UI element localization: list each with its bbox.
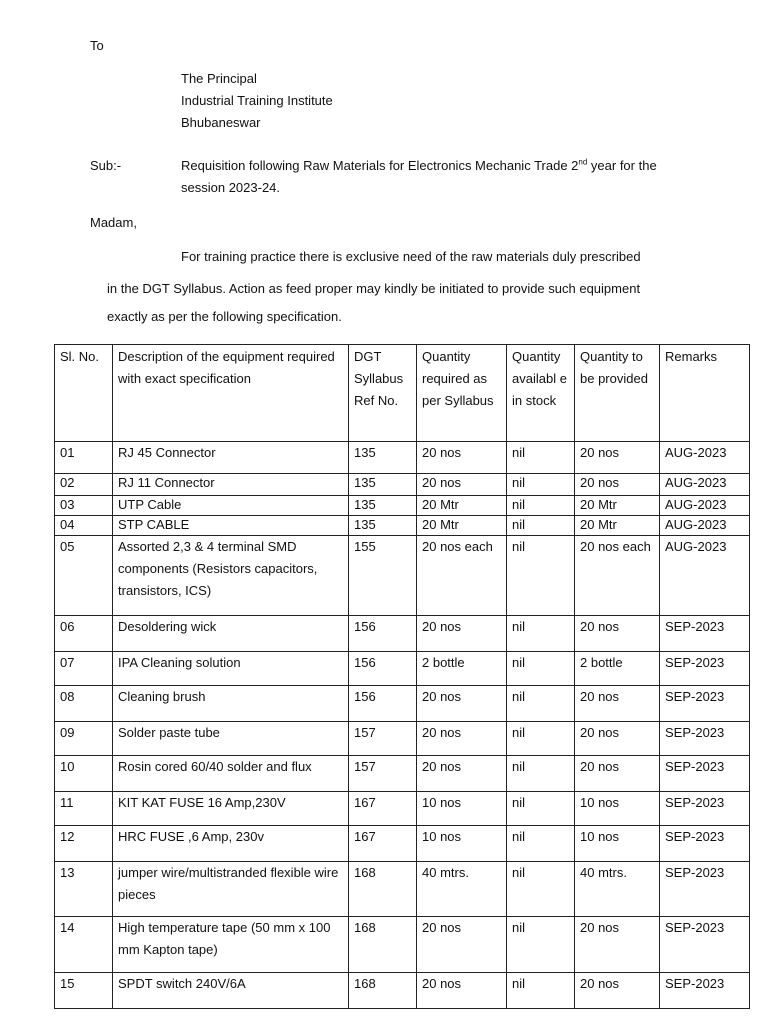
table-row bbox=[55, 756, 750, 792]
cell-qty-provided: 20 nos bbox=[575, 616, 660, 652]
table-row bbox=[55, 652, 750, 686]
cell-qty-required: 2 bottle bbox=[417, 652, 507, 686]
cell-qty-required: 20 nos bbox=[417, 756, 507, 792]
requisition-table bbox=[54, 344, 750, 1009]
body-paragraph-first-line: For training practice there is exclusive need of the raw materials duly prescribed bbox=[181, 249, 641, 264]
body-paragraph bbox=[107, 275, 687, 331]
table-row bbox=[55, 496, 750, 516]
cell-sl-no: 13 bbox=[55, 862, 113, 917]
cell-description: UTP Cable bbox=[113, 496, 349, 516]
cell-remarks: SEP-2023 bbox=[660, 862, 750, 917]
cell-qty-available: nil bbox=[507, 973, 575, 1009]
cell-qty-provided: 10 nos bbox=[575, 826, 660, 862]
cell-qty-available: nil bbox=[507, 686, 575, 722]
cell-description: Assorted 2,3 & 4 terminal SMD components (Resistors capacitors, transistors, ICS) bbox=[113, 536, 349, 616]
cell-description: Cleaning brush bbox=[113, 686, 349, 722]
cell-qty-required: 10 nos bbox=[417, 826, 507, 862]
table-row bbox=[55, 862, 750, 917]
cell-qty-available: nil bbox=[507, 474, 575, 496]
cell-qty-available: nil bbox=[507, 722, 575, 756]
recipient-to: To bbox=[90, 38, 104, 53]
cell-qty-available: nil bbox=[507, 516, 575, 536]
cell-dgt-ref: 135 bbox=[349, 442, 417, 474]
address-line: The Principal bbox=[181, 71, 257, 86]
table-row bbox=[55, 917, 750, 973]
header-description: Description of the equipment required with exact specification bbox=[113, 345, 349, 442]
body-line: exactly as per the following specification. bbox=[107, 309, 342, 324]
table-row bbox=[55, 722, 750, 756]
cell-description: RJ 45 Connector bbox=[113, 442, 349, 474]
cell-dgt-ref: 157 bbox=[349, 722, 417, 756]
cell-remarks: SEP-2023 bbox=[660, 792, 750, 826]
cell-dgt-ref: 156 bbox=[349, 686, 417, 722]
cell-dgt-ref: 155 bbox=[349, 536, 417, 616]
cell-remarks: AUG-2023 bbox=[660, 474, 750, 496]
subject-part: year for the session 2023-24. bbox=[181, 158, 657, 195]
cell-dgt-ref: 168 bbox=[349, 917, 417, 973]
cell-description: RJ 11 Connector bbox=[113, 474, 349, 496]
cell-qty-required: 20 nos bbox=[417, 917, 507, 973]
cell-sl-no: 14 bbox=[55, 917, 113, 973]
header-qty-required: Quantity required as per Syllabus bbox=[417, 345, 507, 442]
cell-description: KIT KAT FUSE 16 Amp,230V bbox=[113, 792, 349, 826]
cell-sl-no: 01 bbox=[55, 442, 113, 474]
header-sl-no: Sl. No. bbox=[55, 345, 113, 442]
cell-qty-required: 20 nos bbox=[417, 722, 507, 756]
cell-qty-provided: 20 Mtr bbox=[575, 496, 660, 516]
cell-qty-available: nil bbox=[507, 756, 575, 792]
table-row bbox=[55, 973, 750, 1009]
cell-description: Desoldering wick bbox=[113, 616, 349, 652]
subject-label: Sub:- bbox=[90, 158, 122, 173]
cell-sl-no: 15 bbox=[55, 973, 113, 1009]
cell-qty-available: nil bbox=[507, 652, 575, 686]
cell-dgt-ref: 156 bbox=[349, 616, 417, 652]
cell-sl-no: 10 bbox=[55, 756, 113, 792]
cell-qty-required: 20 nos bbox=[417, 686, 507, 722]
cell-qty-required: 20 nos bbox=[417, 474, 507, 496]
table-body bbox=[55, 442, 750, 1009]
cell-qty-available: nil bbox=[507, 917, 575, 973]
cell-qty-provided: 2 bottle bbox=[575, 652, 660, 686]
header-remarks: Remarks bbox=[660, 345, 750, 442]
cell-sl-no: 04 bbox=[55, 516, 113, 536]
cell-remarks: AUG-2023 bbox=[660, 496, 750, 516]
cell-sl-no: 02 bbox=[55, 474, 113, 496]
cell-remarks: SEP-2023 bbox=[660, 826, 750, 862]
cell-remarks: SEP-2023 bbox=[660, 616, 750, 652]
cell-dgt-ref: 135 bbox=[349, 516, 417, 536]
cell-qty-provided: 10 nos bbox=[575, 792, 660, 826]
cell-qty-required: 20 Mtr bbox=[417, 516, 507, 536]
subject-superscript: nd bbox=[578, 157, 588, 167]
header-qty-provided: Quantity to be provided bbox=[575, 345, 660, 442]
cell-qty-provided: 20 nos bbox=[575, 756, 660, 792]
subject-part: Requisition following Raw Materials for Electronics Mechanic Trade 2 bbox=[181, 158, 579, 173]
cell-dgt-ref: 135 bbox=[349, 474, 417, 496]
cell-sl-no: 05 bbox=[55, 536, 113, 616]
cell-description: IPA Cleaning solution bbox=[113, 652, 349, 686]
body-line: in the DGT Syllabus. Action as feed proper may kindly be initiated to provide such equipment bbox=[107, 281, 641, 296]
cell-remarks: SEP-2023 bbox=[660, 917, 750, 973]
cell-qty-available: nil bbox=[507, 616, 575, 652]
cell-dgt-ref: 135 bbox=[349, 496, 417, 516]
cell-description: STP CABLE bbox=[113, 516, 349, 536]
cell-description: Rosin cored 60/40 solder and flux bbox=[113, 756, 349, 792]
header-qty-available: Quantity availabl e in stock bbox=[507, 345, 575, 442]
cell-qty-provided: 20 nos bbox=[575, 973, 660, 1009]
table-row bbox=[55, 826, 750, 862]
cell-remarks: SEP-2023 bbox=[660, 722, 750, 756]
cell-qty-provided: 20 nos bbox=[575, 917, 660, 973]
cell-qty-required: 20 nos bbox=[417, 442, 507, 474]
cell-qty-available: nil bbox=[507, 792, 575, 826]
cell-qty-provided: 20 nos bbox=[575, 722, 660, 756]
cell-qty-required: 20 nos bbox=[417, 616, 507, 652]
recipient-address bbox=[181, 68, 333, 134]
cell-sl-no: 12 bbox=[55, 826, 113, 862]
cell-remarks: SEP-2023 bbox=[660, 686, 750, 722]
cell-description: SPDT switch 240V/6A bbox=[113, 973, 349, 1009]
cell-dgt-ref: 168 bbox=[349, 973, 417, 1009]
cell-dgt-ref: 167 bbox=[349, 826, 417, 862]
cell-qty-provided: 20 nos bbox=[575, 474, 660, 496]
cell-sl-no: 09 bbox=[55, 722, 113, 756]
address-line: Industrial Training Institute bbox=[181, 93, 333, 108]
table-row bbox=[55, 516, 750, 536]
address-line: Bhubaneswar bbox=[181, 115, 261, 130]
cell-description: Solder paste tube bbox=[113, 722, 349, 756]
cell-description: HRC FUSE ,6 Amp, 230v bbox=[113, 826, 349, 862]
cell-qty-required: 40 mtrs. bbox=[417, 862, 507, 917]
table-row bbox=[55, 616, 750, 652]
cell-qty-available: nil bbox=[507, 442, 575, 474]
cell-remarks: AUG-2023 bbox=[660, 536, 750, 616]
table-row bbox=[55, 792, 750, 826]
cell-qty-required: 10 nos bbox=[417, 792, 507, 826]
cell-qty-required: 20 nos each bbox=[417, 536, 507, 616]
subject-text bbox=[181, 155, 691, 199]
cell-qty-provided: 20 Mtr bbox=[575, 516, 660, 536]
cell-qty-provided: 20 nos bbox=[575, 686, 660, 722]
cell-dgt-ref: 167 bbox=[349, 792, 417, 826]
cell-qty-provided: 20 nos each bbox=[575, 536, 660, 616]
cell-remarks: SEP-2023 bbox=[660, 756, 750, 792]
cell-sl-no: 07 bbox=[55, 652, 113, 686]
cell-remarks: SEP-2023 bbox=[660, 652, 750, 686]
table-row bbox=[55, 686, 750, 722]
cell-description: High temperature tape (50 mm x 100 mm Kapton tape) bbox=[113, 917, 349, 973]
cell-qty-required: 20 nos bbox=[417, 973, 507, 1009]
cell-qty-provided: 20 nos bbox=[575, 442, 660, 474]
cell-sl-no: 11 bbox=[55, 792, 113, 826]
cell-qty-provided: 40 mtrs. bbox=[575, 862, 660, 917]
table-header-row bbox=[55, 345, 750, 442]
cell-remarks: AUG-2023 bbox=[660, 442, 750, 474]
cell-dgt-ref: 157 bbox=[349, 756, 417, 792]
cell-remarks: SEP-2023 bbox=[660, 973, 750, 1009]
cell-sl-no: 06 bbox=[55, 616, 113, 652]
table-row bbox=[55, 474, 750, 496]
cell-remarks: AUG-2023 bbox=[660, 516, 750, 536]
cell-sl-no: 08 bbox=[55, 686, 113, 722]
cell-dgt-ref: 156 bbox=[349, 652, 417, 686]
table-row bbox=[55, 442, 750, 474]
cell-sl-no: 03 bbox=[55, 496, 113, 516]
table-row bbox=[55, 536, 750, 616]
cell-qty-required: 20 Mtr bbox=[417, 496, 507, 516]
cell-dgt-ref: 168 bbox=[349, 862, 417, 917]
cell-qty-available: nil bbox=[507, 862, 575, 917]
cell-qty-available: nil bbox=[507, 826, 575, 862]
salutation: Madam, bbox=[90, 215, 137, 230]
header-dgt-ref: DGT Syllabus Ref No. bbox=[349, 345, 417, 442]
cell-description: jumper wire/multistranded flexible wire pieces bbox=[113, 862, 349, 917]
cell-qty-available: nil bbox=[507, 496, 575, 516]
cell-qty-available: nil bbox=[507, 536, 575, 616]
